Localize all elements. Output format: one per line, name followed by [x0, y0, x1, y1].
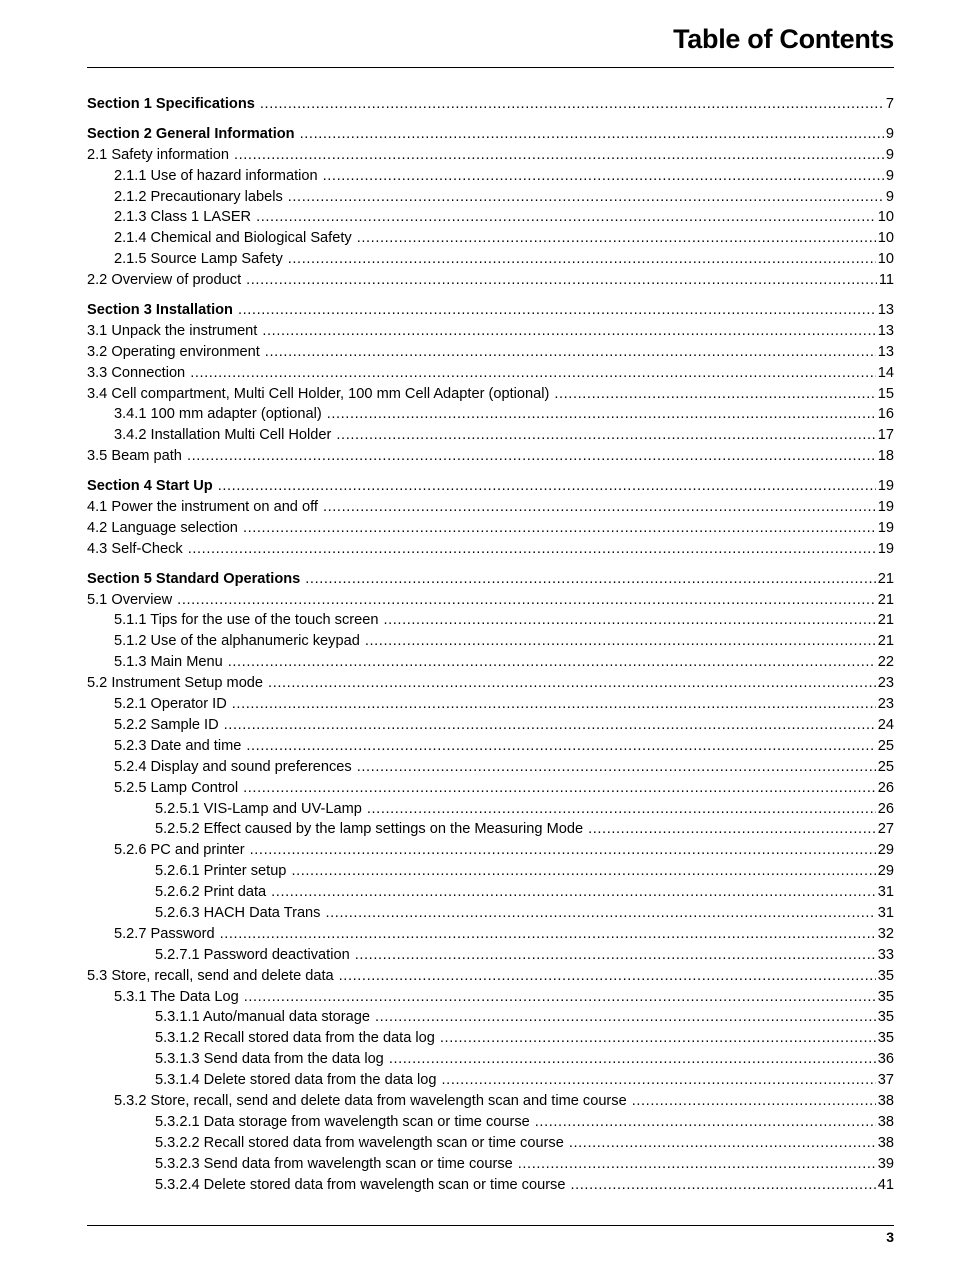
- toc-entry-page: 18: [877, 448, 894, 465]
- toc-entry-page: 9: [885, 125, 894, 142]
- toc-entry[interactable]: [87, 497, 894, 518]
- toc-entry-title: Section 1 Specifications: [87, 96, 255, 112]
- toc-entry-page: 33: [877, 946, 894, 963]
- table-of-contents: [87, 94, 894, 1195]
- toc-entry-page: 21: [877, 633, 894, 650]
- toc-entry-title: 2.1.1 Use of hazard information: [114, 167, 318, 184]
- toc-entry[interactable]: [87, 757, 894, 778]
- toc-entry-page: 21: [877, 612, 894, 629]
- dot-leader: [357, 228, 876, 249]
- toc-entry-title: 5.3.2 Store, recall, send and delete data from wavelength scan and time course: [114, 1092, 627, 1109]
- toc-entry[interactable]: [87, 270, 894, 291]
- dot-leader: [554, 384, 875, 405]
- toc-entry[interactable]: [87, 736, 894, 757]
- toc-entry-title: 3.4.1 100 mm adapter (optional): [114, 406, 322, 423]
- dot-leader: [535, 1112, 876, 1133]
- toc-entry[interactable]: [87, 945, 894, 966]
- toc-entry-title: 5.3.1 The Data Log: [114, 988, 239, 1005]
- toc-entry-title: Section 5 Standard Operations: [87, 570, 301, 587]
- toc-entry-page: 9: [885, 146, 894, 163]
- dot-leader: [224, 715, 876, 736]
- dot-leader: [442, 1070, 876, 1091]
- toc-entry-title: 5.3.1.1 Auto/manual data storage: [155, 1009, 371, 1026]
- toc-entry[interactable]: [87, 715, 894, 736]
- toc-entry-page: 29: [877, 842, 894, 859]
- toc-entry-page: 26: [877, 800, 894, 817]
- toc-entry-page: 13: [877, 322, 894, 339]
- toc-entry[interactable]: [87, 610, 894, 631]
- toc-entry-title: 5.1 Overview: [87, 591, 173, 608]
- toc-entry-title: Section 2 General Information: [87, 125, 295, 142]
- toc-entry-title: 5.2.6.3 HACH Data Trans: [155, 904, 321, 921]
- dot-leader: [367, 799, 876, 820]
- dot-leader: [256, 207, 876, 228]
- toc-entry[interactable]: [87, 652, 894, 673]
- dot-leader: [190, 363, 876, 384]
- toc-entry-title: 5.3 Store, recall, send and delete data: [87, 967, 334, 984]
- dot-leader: [518, 1154, 876, 1175]
- toc-entry-title: 3.4.2 Installation Multi Cell Holder: [114, 427, 332, 444]
- toc-entry-title: 5.2.7.1 Password deactivation: [155, 946, 350, 963]
- toc-entry-page: 38: [877, 1134, 894, 1151]
- toc-entry-page: 9: [885, 167, 894, 184]
- toc-entry-title: 5.3.1.4 Delete stored data from the data log: [155, 1072, 437, 1089]
- toc-entry-title: Section 3 Installation: [87, 302, 233, 319]
- dot-leader: [305, 569, 875, 590]
- toc-entry-title: 4.2 Language selection: [87, 519, 238, 536]
- toc-entry-page: 15: [877, 385, 894, 402]
- toc-entry-title: 5.2 Instrument Setup mode: [87, 675, 264, 692]
- toc-entry[interactable]: [87, 799, 894, 820]
- dot-leader: [243, 518, 876, 539]
- toc-entry-page: 25: [877, 758, 894, 775]
- toc-entry[interactable]: [87, 384, 894, 405]
- toc-entry-page: 17: [877, 427, 894, 444]
- toc-entry-title: 5.2.4 Display and sound preferences: [114, 758, 352, 775]
- toc-entry[interactable]: [87, 987, 894, 1008]
- toc-entry[interactable]: [87, 446, 894, 467]
- dot-leader: [339, 966, 876, 987]
- toc-entry[interactable]: [87, 1133, 894, 1154]
- toc-entry-page: 31: [877, 884, 894, 901]
- toc-entry-page: 24: [877, 716, 894, 733]
- toc-entry-page: 10: [877, 209, 894, 226]
- toc-entry[interactable]: [87, 924, 894, 945]
- toc-entry[interactable]: [87, 321, 894, 342]
- dot-leader: [357, 757, 876, 778]
- toc-entry-page: 7: [885, 96, 894, 112]
- dot-leader: [220, 924, 876, 945]
- toc-entry-title: 5.1.3 Main Menu: [114, 654, 223, 671]
- toc-entry[interactable]: [87, 694, 894, 715]
- dot-leader: [265, 342, 876, 363]
- dot-leader: [246, 270, 877, 291]
- dot-leader: [271, 882, 876, 903]
- dot-leader: [569, 1133, 876, 1154]
- toc-entry-page: 10: [877, 251, 894, 268]
- dot-leader: [632, 1091, 876, 1112]
- toc-entry-page: 9: [885, 188, 894, 205]
- toc-entry-page: 14: [877, 364, 894, 381]
- dot-leader: [440, 1028, 876, 1049]
- toc-entry-page: 38: [877, 1113, 894, 1130]
- toc-entry-page: 41: [877, 1176, 894, 1193]
- toc-section-entry[interactable]: [87, 569, 894, 590]
- toc-entry-page: 13: [877, 343, 894, 360]
- toc-entry-page: 35: [877, 967, 894, 984]
- toc-entry-title: 2.1.5 Source Lamp Safety: [114, 251, 283, 268]
- toc-entry-title: 5.2.3 Date and time: [114, 737, 242, 754]
- toc-entry[interactable]: [87, 187, 894, 208]
- toc-entry-page: 21: [877, 591, 894, 608]
- toc-entry-title: 5.3.1.3 Send data from the data log: [155, 1051, 384, 1068]
- toc-entry[interactable]: [87, 1028, 894, 1049]
- dot-leader: [325, 903, 875, 924]
- toc-entry-title: 4.1 Power the instrument on and off: [87, 499, 318, 516]
- toc-entry-page: 35: [877, 1030, 894, 1047]
- dot-leader: [323, 497, 876, 518]
- toc-entry-page: 26: [877, 779, 894, 796]
- toc-entry-page: 21: [877, 570, 894, 587]
- toc-entry[interactable]: [87, 1175, 894, 1196]
- toc-entry-page: 36: [877, 1051, 894, 1068]
- toc-entry[interactable]: [87, 207, 894, 228]
- toc-entry-page: 19: [877, 499, 894, 516]
- dot-leader: [288, 187, 884, 208]
- toc-entry-page: 35: [877, 1009, 894, 1026]
- toc-entry[interactable]: [87, 1091, 894, 1112]
- toc-entry[interactable]: [87, 966, 894, 987]
- toc-entry-page: 19: [877, 478, 894, 495]
- toc-entry-page: 25: [877, 737, 894, 754]
- page-title: Table of Contents: [673, 24, 894, 54]
- toc-entry-page: 31: [877, 904, 894, 921]
- toc-entry[interactable]: [87, 518, 894, 539]
- toc-entry-title: 5.3.2.3 Send data from wavelength scan or time course: [155, 1155, 513, 1172]
- dot-leader: [188, 539, 876, 560]
- toc-entry[interactable]: [87, 778, 894, 799]
- toc-entry-title: 5.1.2 Use of the alphanumeric keypad: [114, 633, 360, 650]
- dot-leader: [243, 778, 876, 799]
- dot-leader: [375, 1007, 876, 1028]
- header-rule: [87, 67, 894, 68]
- toc-entry-page: 13: [877, 302, 894, 319]
- toc-entry-page: 19: [877, 540, 894, 557]
- toc-entry-page: 27: [877, 821, 894, 838]
- toc-entry[interactable]: [87, 819, 894, 840]
- toc-entry[interactable]: [87, 673, 894, 694]
- toc-entry-title: 2.1.3 Class 1 LASER: [114, 209, 252, 226]
- toc-entry-title: 5.3.2.2 Recall stored data from wavelength scan or time course: [155, 1134, 564, 1151]
- toc-entry-title: 5.2.1 Operator ID: [114, 696, 227, 713]
- toc-section-entry[interactable]: [87, 300, 894, 321]
- toc-entry[interactable]: [87, 425, 894, 446]
- toc-section-entry[interactable]: [87, 476, 894, 497]
- toc-entry-title: 2.2 Overview of product: [87, 272, 242, 289]
- toc-entry[interactable]: [87, 228, 894, 249]
- toc-entry[interactable]: [87, 1049, 894, 1070]
- dot-leader: [218, 476, 876, 497]
- toc-entry-page: 23: [877, 696, 894, 713]
- toc-entry-title: 3.2 Operating environment: [87, 343, 260, 360]
- toc-entry[interactable]: [87, 1112, 894, 1133]
- toc-entry-title: 5.2.5.2 Effect caused by the lamp settings on the Measuring Mode: [155, 821, 584, 838]
- toc-entry[interactable]: [87, 631, 894, 652]
- toc-entry-title: Section 4 Start Up: [87, 478, 213, 495]
- dot-leader: [268, 673, 876, 694]
- toc-entry[interactable]: [87, 590, 894, 611]
- toc-entry[interactable]: [87, 861, 894, 882]
- dot-leader: [327, 404, 876, 425]
- dot-leader: [244, 987, 876, 1008]
- toc-entry-title: 5.3.2.1 Data storage from wavelength scan or time course: [155, 1113, 530, 1130]
- toc-entry-page: 35: [877, 988, 894, 1005]
- toc-section-entry[interactable]: [87, 124, 894, 145]
- toc-entry[interactable]: [87, 840, 894, 861]
- toc-entry-title: 3.3 Connection: [87, 364, 186, 381]
- toc-entry-page: 10: [877, 230, 894, 247]
- toc-entry-title: 5.2.5.1 VIS-Lamp and UV-Lamp: [155, 800, 362, 817]
- toc-entry[interactable]: [87, 404, 894, 425]
- dot-leader: [250, 840, 876, 861]
- toc-entry-title: 2.1.4 Chemical and Biological Safety: [114, 230, 352, 247]
- toc-entry-title: 5.2.6.1 Printer setup: [155, 863, 287, 880]
- dot-leader: [260, 94, 884, 115]
- toc-entry-page: 19: [877, 519, 894, 536]
- dot-leader: [187, 446, 876, 467]
- toc-entry-title: 2.1 Safety information: [87, 146, 229, 163]
- dot-leader: [288, 249, 876, 270]
- page-number: 3: [886, 1229, 894, 1245]
- toc-entry-page: 32: [877, 925, 894, 942]
- toc-entry-page: 39: [877, 1155, 894, 1172]
- toc-section-entry[interactable]: [87, 94, 894, 115]
- toc-entry[interactable]: [87, 1154, 894, 1175]
- toc-entry[interactable]: [87, 539, 894, 560]
- dot-leader: [300, 124, 884, 145]
- dot-leader: [389, 1049, 876, 1070]
- toc-entry-title: 5.2.6 PC and printer: [114, 842, 245, 859]
- toc-entry-title: 4.3 Self-Check: [87, 540, 183, 557]
- dot-leader: [365, 631, 876, 652]
- toc-entry[interactable]: [87, 342, 894, 363]
- toc-entry-title: 5.2.7 Password: [114, 925, 215, 942]
- toc-entry-title: 5.2.6.2 Print data: [155, 884, 267, 901]
- toc-entry-page: 29: [877, 863, 894, 880]
- toc-entry-page: 11: [878, 272, 894, 289]
- toc-entry-title: 5.2.5 Lamp Control: [114, 779, 239, 796]
- toc-entry-title: 3.4 Cell compartment, Multi Cell Holder, 100 mm Cell Adapter (optional): [87, 385, 550, 402]
- toc-entry-title: 3.5 Beam path: [87, 448, 182, 465]
- dot-leader: [246, 736, 875, 757]
- toc-entry-page: 16: [877, 406, 894, 423]
- toc-entry[interactable]: [87, 1007, 894, 1028]
- toc-entry[interactable]: [87, 166, 894, 187]
- toc-entry-title: 5.3.1.2 Recall stored data from the data log: [155, 1030, 435, 1047]
- toc-entry[interactable]: [87, 882, 894, 903]
- toc-entry-page: 37: [877, 1072, 894, 1089]
- dot-leader: [570, 1175, 875, 1196]
- toc-entry[interactable]: [87, 249, 894, 270]
- toc-entry-page: 38: [877, 1092, 894, 1109]
- toc-entry[interactable]: [87, 903, 894, 924]
- toc-entry-page: 23: [877, 675, 894, 692]
- dot-leader: [262, 321, 875, 342]
- dot-leader: [232, 694, 876, 715]
- dot-leader: [323, 166, 884, 187]
- footer-rule: [87, 1225, 894, 1226]
- toc-entry-page: 22: [877, 654, 894, 671]
- dot-leader: [336, 425, 875, 446]
- dot-leader: [177, 590, 876, 611]
- dot-leader: [383, 610, 875, 631]
- toc-entry-title: 3.1 Unpack the instrument: [87, 322, 258, 339]
- toc-entry[interactable]: [87, 145, 894, 166]
- dot-leader: [234, 145, 884, 166]
- dot-leader: [238, 300, 876, 321]
- dot-leader: [355, 945, 876, 966]
- toc-entry[interactable]: [87, 363, 894, 384]
- dot-leader: [291, 861, 875, 882]
- toc-entry-title: 5.2.2 Sample ID: [114, 716, 219, 733]
- toc-entry-title: 5.3.2.4 Delete stored data from wavelength scan or time course: [155, 1176, 566, 1193]
- dot-leader: [588, 819, 876, 840]
- toc-entry-title: 5.1.1 Tips for the use of the touch screen: [114, 612, 379, 629]
- toc-entry[interactable]: [87, 1070, 894, 1091]
- dot-leader: [228, 652, 876, 673]
- toc-entry-title: 2.1.2 Precautionary labels: [114, 188, 283, 205]
